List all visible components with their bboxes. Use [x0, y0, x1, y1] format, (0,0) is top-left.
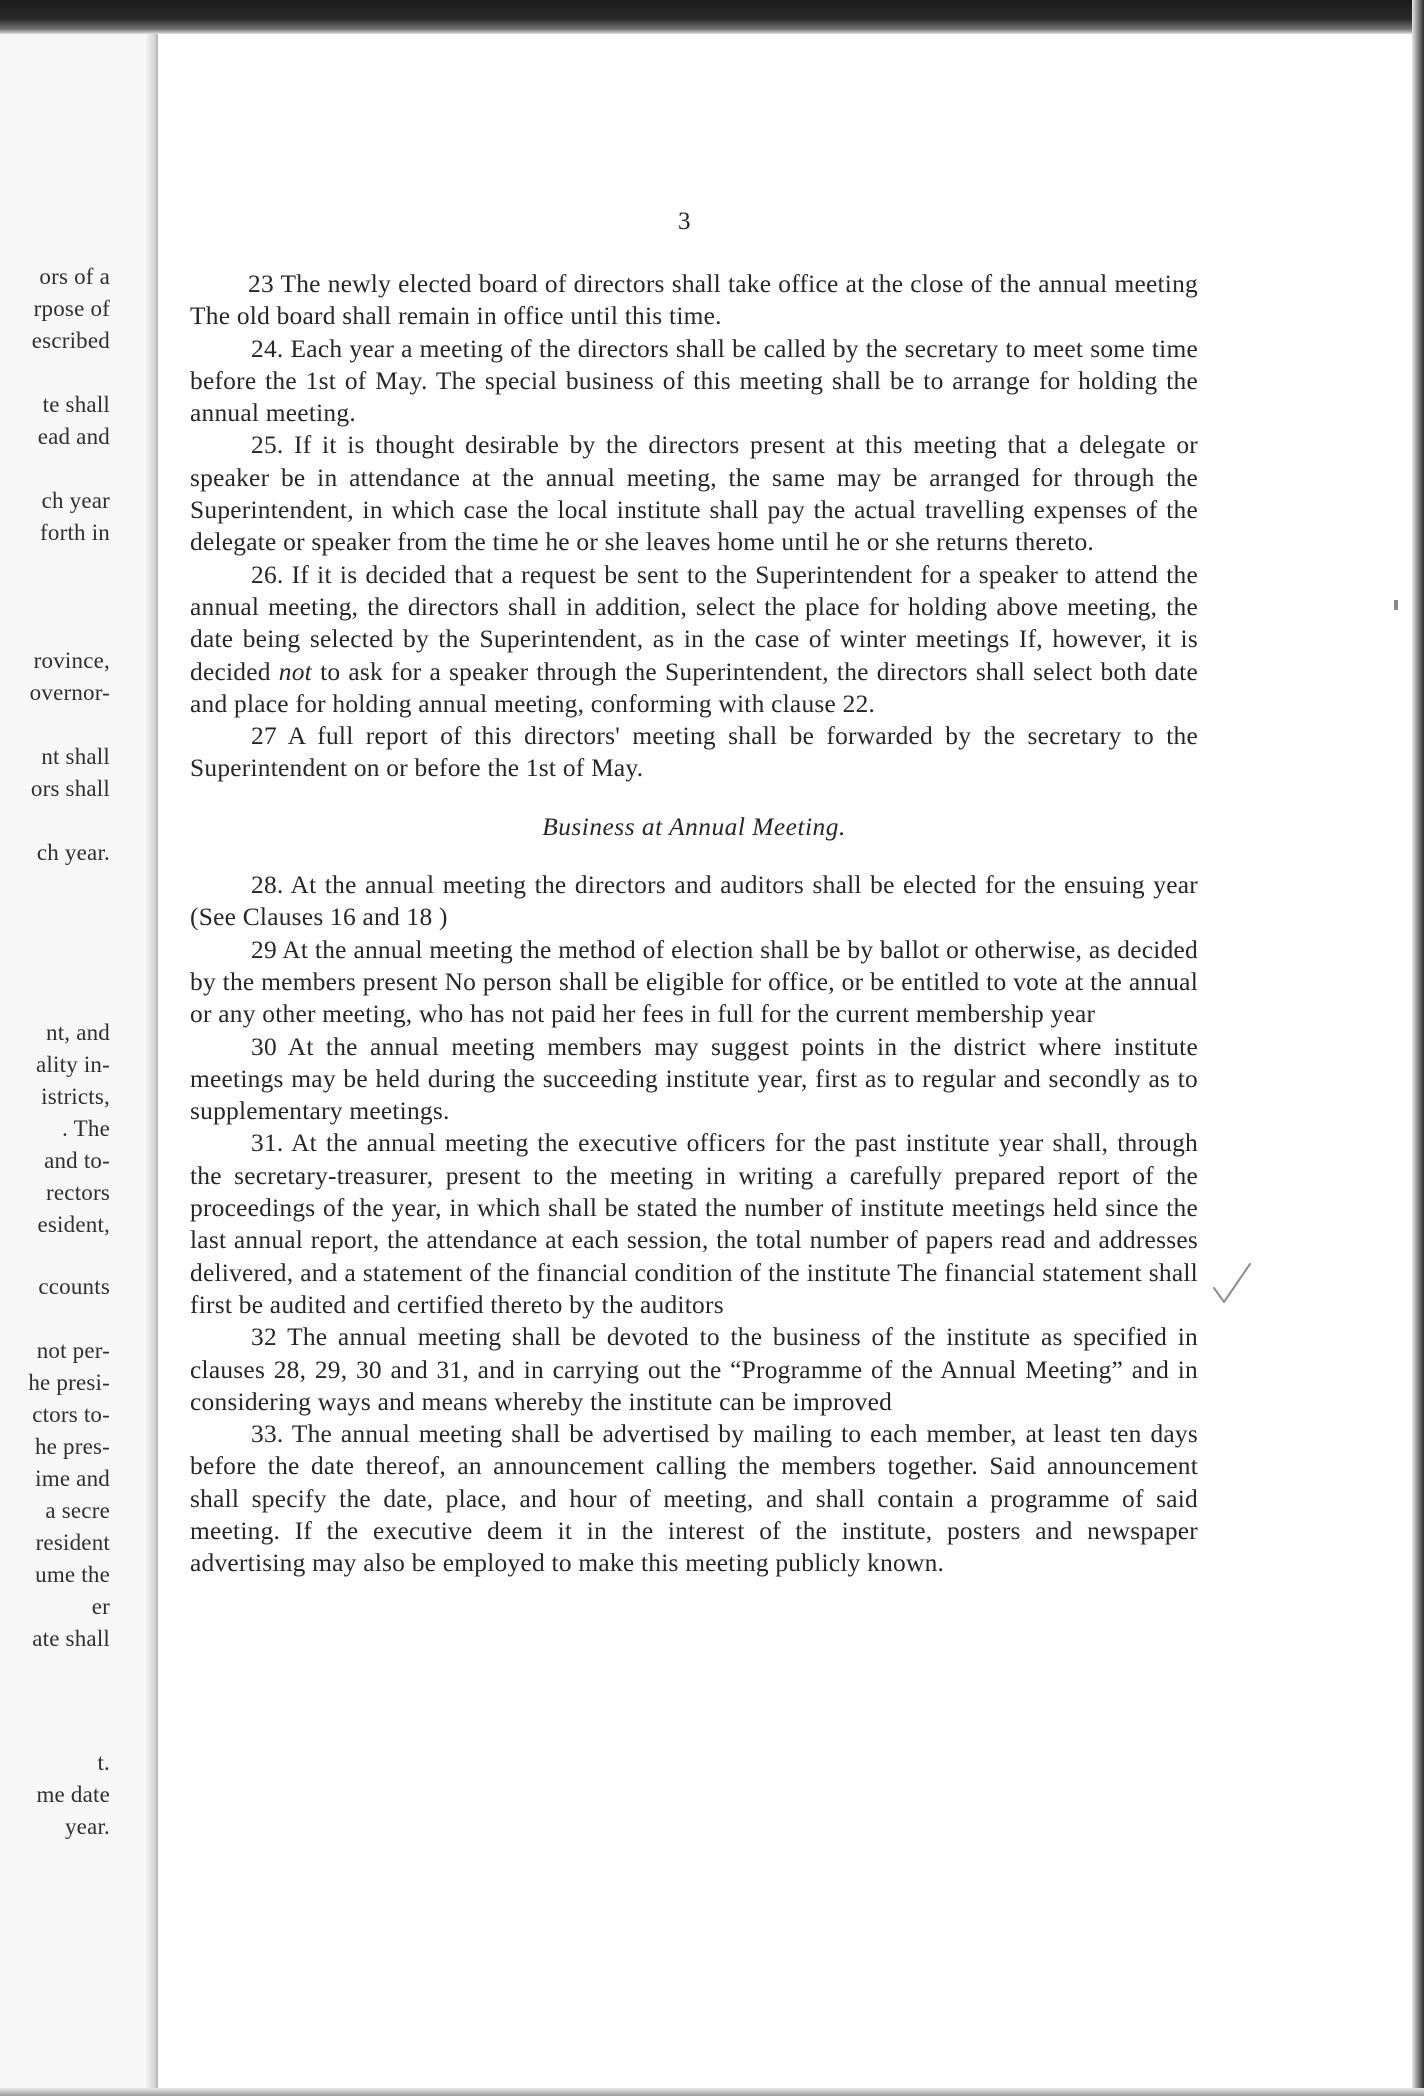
fragment-line: and to- [44, 1148, 110, 1173]
fragment-line: rpose of [33, 296, 110, 321]
section-heading: Business at Annual Meeting. [542, 812, 846, 841]
fragment-line: he pres- [34, 1434, 110, 1459]
fragment-line: er [91, 1594, 110, 1619]
fragment-line: overnor- [29, 680, 110, 705]
fragment-line: he presi- [28, 1370, 110, 1395]
facing-page-fragment [0, 34, 158, 2088]
fragment-line: ch year [41, 488, 110, 513]
fragment-line: ctors to- [32, 1402, 110, 1427]
clause-23: 23 The newly elected board of directors shall take office at the close of the annual meeting The old board shall remain in office until this time. [190, 270, 1198, 331]
page-fold-shadow [146, 34, 156, 2088]
scan-right-edge [1412, 0, 1424, 2096]
fragment-line: te shall [42, 392, 110, 417]
fragment-line: year. [64, 1814, 110, 1839]
fragment-line: ors shall [30, 776, 110, 801]
pencil-check-mark-icon [1212, 1262, 1252, 1306]
scan-bottom-edge [0, 2088, 1424, 2096]
clause-32: 32 The annual meeting shall be devoted to the business of the institute as specified in clauses 28, 29, 30 and 31, and in carrying out the “Programme of the Annual Meeting” and in considering ways and means whereby the institute can be improved [190, 1323, 1198, 1416]
clause-26-emphasis: not [278, 657, 312, 686]
fragment-line: ch year. [36, 840, 110, 865]
fragment-line: nt, and [46, 1020, 110, 1045]
fragment-line: forth in [40, 520, 110, 545]
fragment-line: resident [35, 1530, 110, 1555]
fragment-line: rovince, [33, 648, 110, 673]
fragment-line: rectors [46, 1180, 110, 1205]
fragment-line: ality in- [36, 1052, 110, 1077]
clause-31: 31. At the annual meeting the executive officers for the past institute year shall, through the secretary-treasurer, present to the meeting in writing a carefully prepared report of the proceedings of the year, in which shall be stated the number of institute meetings held since the last annual report, the attendance at each session, the total number of papers read and addresses delivered, and a statement of the financial condition of the institute The financial statement shall first be audited and certified thereto by the auditors [190, 1129, 1198, 1319]
page-body [190, 268, 1198, 1580]
clause-27: 27 A full report of this directors' meeting shall be forwarded by the secretary to the Superintendent on or before the 1st of May. [190, 722, 1198, 783]
fragment-line: a secre [45, 1498, 110, 1523]
fragment-line: ccounts [38, 1274, 110, 1299]
fragment-line: ead and [37, 424, 110, 449]
fragment-line: ime and [35, 1466, 110, 1491]
clause-33: 33. The annual meeting shall be advertised by mailing to each member, at least ten days before the date thereof, an announcement calling the members together. Said announcement shall specify the date, place, and hour of meeting, and shall contain a programme of said meeting. If the executive deem it in the interest of the institute, posters and newspaper advertising may also be employed to make this meeting publicly known. [190, 1420, 1198, 1578]
scan-top-edge [0, 0, 1424, 34]
fragment-line: not per- [36, 1338, 110, 1363]
fragment-line: . The [62, 1116, 110, 1141]
fragment-line: ume the [35, 1562, 110, 1587]
fragment-line: escribed [31, 328, 110, 353]
fragment-line: esident, [37, 1212, 110, 1237]
clause-26-text-a: 26. If it is decided that a request be sent to the Superintendent for a speaker to attend the annual meeting, the directors shall in addition, select the place for holding above meeting, the date being selected by the Superintendent, as in the case of winter meetings If, however, it is decided [190, 560, 1198, 686]
clause-26 [190, 559, 1198, 720]
clause-26-text-b: to ask for a speaker through the Superintendent, the directors shall select both date and place for holding annual meeting, conforming with clause 22. [190, 657, 1198, 718]
fragment-line: ate shall [32, 1626, 110, 1651]
clause-29: 29 At the annual meeting the method of election shall be by ballot or otherwise, as decided by the members present No person shall be eligible for office, or be entitled to vote at the annual or any other meeting, who has not paid her fees in full for the current membership year [190, 935, 1198, 1029]
margin-mark [1394, 600, 1398, 610]
fragment-line: ors of a [39, 264, 110, 289]
fragment-line: nt shall [41, 744, 110, 769]
fragment-line: me date [36, 1782, 110, 1807]
page-number: 3 [678, 208, 691, 235]
clause-25: 25. If it is thought desirable by the directors present at this meeting that a delegate or speaker be in attendance at the annual meeting, the same may be arranged for through the Superintendent, in which case the local institute shall pay the actual travelling expenses of the delegate or speaker from the time he or she leaves home until he or she returns thereto. [190, 431, 1198, 557]
fragment-line: t. [97, 1750, 110, 1775]
clause-30: 30 At the annual meeting members may suggest points in the district where institute meetings may be held during the succeeding institute year, first as to regular and secondly as to supplementary meetings. [190, 1032, 1198, 1126]
clause-28: 28. At the annual meeting the directors and auditors shall be elected for the ensuing year (See Clauses 16 and 18 ) [190, 871, 1198, 932]
clause-24: 24. Each year a meeting of the directors shall be called by the secretary to meet some time before the 1st of May. The special business of this meeting shall be to arrange for holding the annual meeting. [190, 334, 1198, 428]
fragment-line: istricts, [41, 1084, 110, 1109]
